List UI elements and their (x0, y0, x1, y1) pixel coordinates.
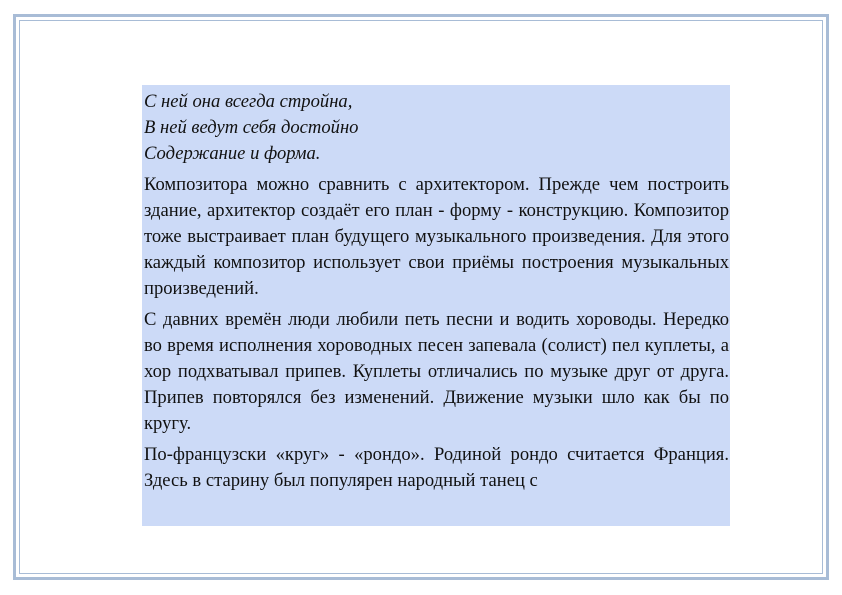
paragraph-rondo: По-французски «круг» - «рондо». Родиной рондо считается Франция. Здесь в старину был популярен народный танец с (144, 444, 729, 491)
poem-line: Содержание и форма. (144, 143, 321, 164)
paragraph-round-dance: С давних времён люди любили петь песни и водить хороводы. Нередко во время исполнения хороводных песен запевала (солист) пел куплеты, а хор подхватывал припев. Куплеты отличались по музыке друг от друга. Припев повторялся без изменений. Движение музыки шло как бы по кругу. (144, 309, 729, 434)
poem-line: С ней она всегда стройна, (144, 91, 353, 112)
slide-text-block (142, 85, 730, 526)
paragraph-composer-architect: Композитора можно сравнить с архитектором. Прежде чем построить здание, архитектор создаёт его план - форму - конструкцию. Композитор тоже выстраивает план будущего музыкального произведения. Для этого каждый композитор использует свои приёмы построения музыкальных произведений. (144, 174, 729, 299)
poem-line: В ней ведут себя достойно (144, 117, 359, 138)
